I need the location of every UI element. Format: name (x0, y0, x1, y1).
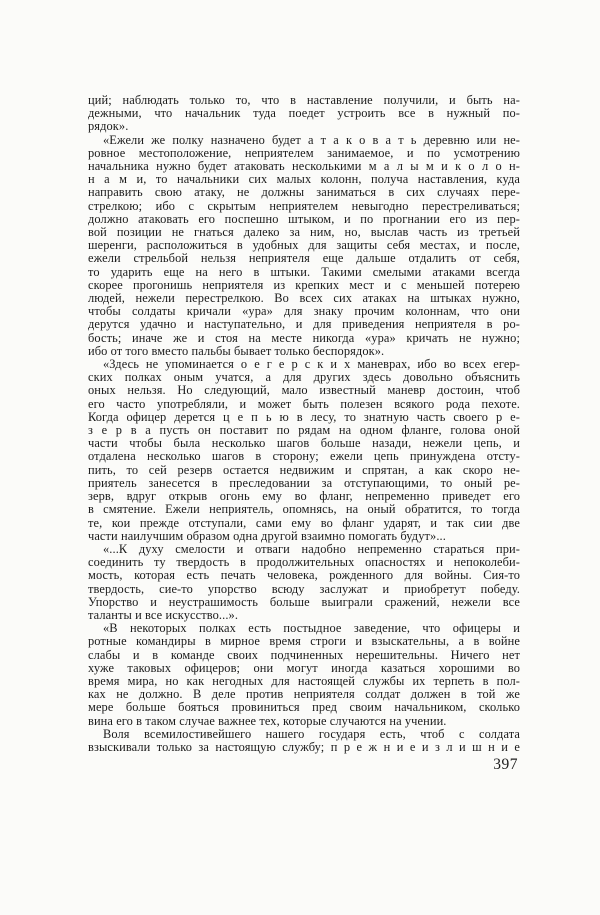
text-line: Воля всемилостивейшего нашего государя есть, чтоб с солдата (103, 726, 520, 741)
text-line: вой позиции не гнаться далеко за ним, но, выслав часть из третьей (88, 225, 520, 240)
text-line: время мира, но как негодных для настоящей службы их терпеть в пол- (88, 673, 520, 688)
text-line: ежели стрельбой нельзя неприятеля еще дальше отдалить от себя, (88, 251, 520, 266)
text-line: людей, нежели перестрелкою. Во всех сих атаках на штыках нужно, (88, 291, 520, 306)
text-line: ротные командиры в мирное время строги и взыскательны, а в войне (88, 634, 520, 649)
text-line: должно атаковать его поспешно штыком, и по прогнании его из пер- (88, 211, 520, 226)
text-line: ских полках оным учатся, а для других здесь довольно объяснить (88, 370, 520, 385)
text-line: то ударить еще на него в штыки. Такими смелыми атаками всегда (88, 264, 520, 279)
text-line: вина его в таком случае важнее тех, которые случаются на учении. (88, 713, 447, 728)
text-line: отдалена несколько шагов в сторону; ежели цепь принуждена отсту- (88, 449, 520, 464)
text-line: пить, то сей резерв остается недвижим и спрятан, а как скоро не- (88, 462, 520, 477)
text-line: приятель занесется в преследовании за отступающими, то оный ре- (88, 475, 520, 490)
text-line: Когда офицер дерется ц е п ь ю в лесу, то знатную часть своего р е- (88, 409, 520, 424)
text-line: зерв, вдруг открыв огонь ему во фланг, непременно приведет его (88, 489, 520, 504)
text-line: н а м и, то начальники сих малых колонн, получа наставления, куда (88, 172, 520, 187)
text-line: чтобы солдаты кричали «ура» для знаку прочим колоннам, что они (88, 304, 520, 319)
text-line: «В некоторых полках есть постыдное заведение, что офицеры и (103, 621, 520, 636)
text-line: направить свою атаку, не должны заниматься в сих случаях пере- (88, 185, 520, 200)
text-line: шеренги, расположиться в удобных для защиты себя местах, и после, (88, 238, 520, 253)
text-line: «Ежели же полку назначено будет а т а к о в а т ь деревню или не- (103, 132, 520, 147)
text-line: взыскивали только за настоящую службу; п р е ж н и е и з л и ш н и е (88, 739, 520, 754)
text-line: в смятение. Ежели неприятель, опомнясь, на оный обратится, то тогда (88, 502, 520, 517)
text-line: части наилучшим образом одна другой взаимно помогать будут»... (88, 528, 446, 543)
text-line: рядок». (88, 119, 129, 134)
text-line: части чтобы была несколько шагов больше назади, нежели цепь, и (88, 436, 520, 451)
page-number: 397 (493, 756, 518, 773)
text-line: его часто употребляли, и может быть полезен всякого рода пехоте. (88, 396, 520, 411)
text-line: оных нельзя. Но следующий, мало известный маневр достоин, чтоб (88, 383, 520, 398)
text-line: хуже таковых офицеров; они могут иногда казаться хорошими во (88, 660, 520, 675)
text-line: «...К духу смелости и отваги надобно непременно стараться при- (103, 541, 520, 556)
text-line: з е р в а пусть он поставит по рядам на одном фланге, голова оной (88, 423, 520, 438)
text-line: стрелкою; ибо с скрытым неприятелем невыгодно перестреливаться; (88, 198, 520, 213)
text-line: «Здесь не упоминается о е г е р с к и х маневрах, ибо во всех егер- (103, 357, 520, 372)
text-line: Упорство и неустрашимость больше выиграли сражений, нежели все (88, 594, 520, 609)
text-line: дежными, что начальник туда поедет устроить все в нужный по- (88, 106, 520, 121)
text-block (88, 94, 520, 754)
text-line: бость; иначе же и стоя на месте никогда «ура» кричать не нужно; (88, 330, 520, 345)
text-line: мере больше бояться провиниться пред своим начальником, сколько (88, 700, 520, 715)
text-line: ровное местоположение, неприятелем занимаемое, и по усмотрению (88, 145, 520, 160)
text-line: соединить ту твердость в продолжительных опасностях и непоколеби- (88, 555, 520, 570)
text-line: ках не должно. В деле против неприятеля солдат должен в той же (88, 687, 520, 702)
text-line: скорее прогонишь неприятеля из крепких мест и с меньшей потерею (88, 277, 520, 292)
text-line: дерутся удачно и наступательно, и для приведения неприятеля в ро- (88, 317, 520, 332)
text-line: те, кои прежде отступали, сами ему во фланг ударят, и так сии две (88, 515, 520, 530)
text-line: ибо от того вместо пальбы бывает только беспорядок». (88, 343, 385, 358)
text-line: начальника нужно будет атаковать несколькими м а л ы м и к о л о н- (88, 159, 520, 174)
text-line: твердость, сие-то упорство всюду заслужат и приобретут победу. (88, 581, 520, 596)
text-line: мость, которая есть печать человека, рожденного для войны. Сия-то (88, 568, 520, 583)
text-line: ций; наблюдать только то, что в наставление получили, и быть на- (88, 93, 520, 107)
text-line: таланты и все искусство...». (88, 607, 239, 622)
text-line: слабы и в команде своих подчиненных нерешительны. Ничего нет (88, 647, 520, 662)
